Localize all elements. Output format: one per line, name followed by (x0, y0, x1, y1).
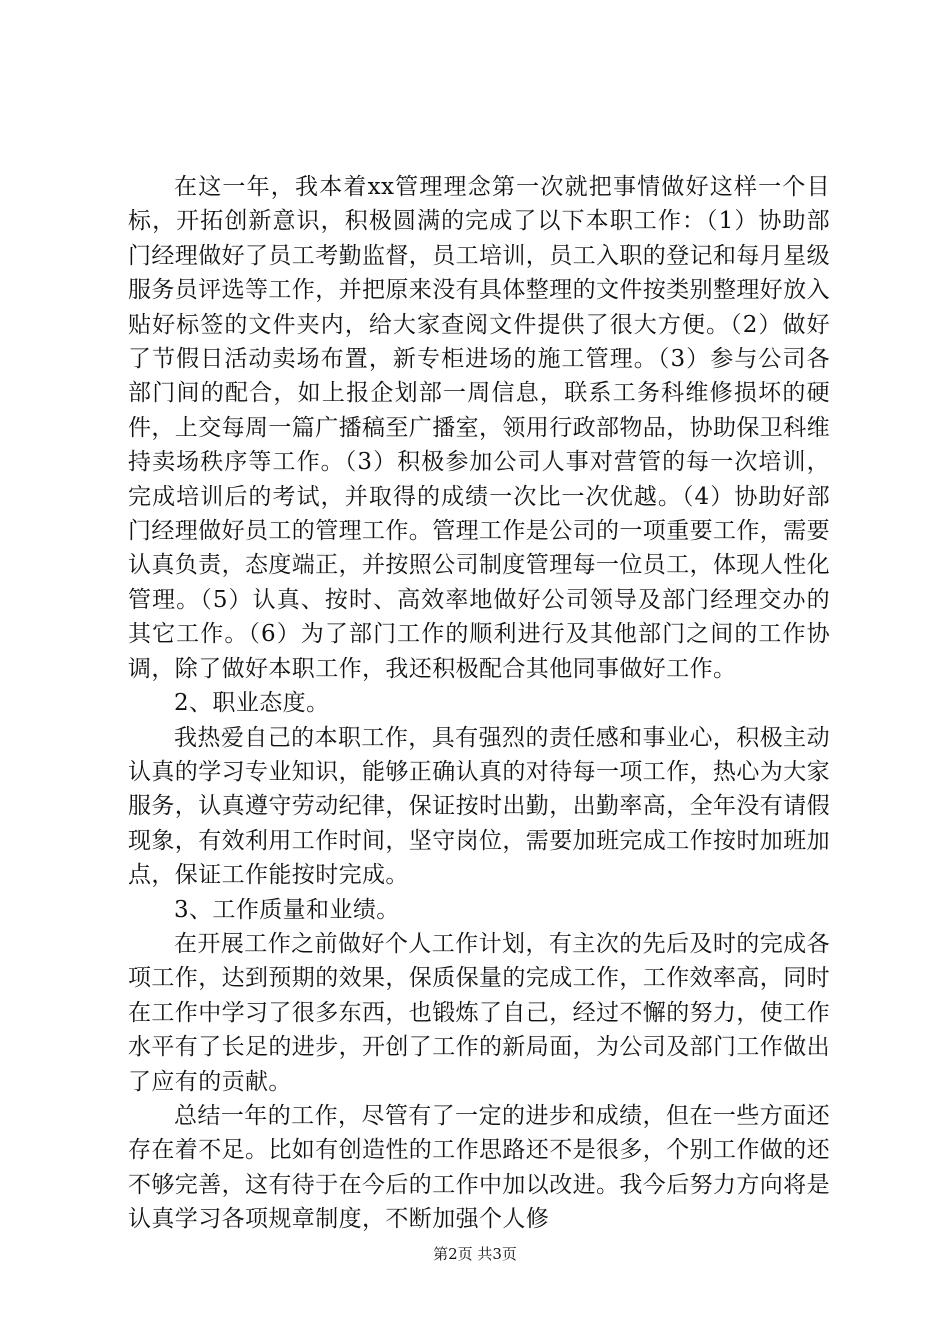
paragraph-summary: 总结一年的工作，尽管有了一定的进步和成绩，但在一些方面还存在着不足。比如有创造性的工作思路还不是很多，个别工作做的还不够完善，这有待于在今后的工作中加以改进。我今后努力方向将是认真学习各项规章制度，不断加强个人修 (128, 1102, 830, 1233)
page-number-footer: 第2页 共3页 (433, 1245, 517, 1263)
document-body (128, 170, 830, 1237)
heading-professional-attitude: 2、职业态度。 (174, 690, 330, 717)
heading-work-quality: 3、工作质量和业绩。 (174, 896, 400, 923)
paragraph-attitude: 我热爱自己的本职工作，具有强烈的责任感和事业心，积极主动认真的学习专业知识，能够正确认真的对待每一项工作，热心为大家服务，认真遵守劳动纪律，保证按时出勤，出勤率高，全年没有请假现象，有效利用工作时间，坚守岗位，需要加班完成工作按时加班加点，保证工作能按时完成。 (128, 724, 830, 889)
paragraph-quality: 在开展工作之前做好个人工作计划，有主次的先后及时的完成各项工作，达到预期的效果，保质保量的完成工作，工作效率高，同时在工作中学习了很多东西，也锻炼了自己，经过不懈的努力，使工作水平有了长足的进步，开创了工作的新局面，为公司及部门工作做出了应有的贡献。 (128, 930, 830, 1095)
paragraph-duties: 在这一年，我本着xx管理理念第一次就把事情做好这样一个目标，开拓创新意识，积极圆满的完成了以下本职工作：（1）协助部门经理做好了员工考勤监督，员工培训，员工入职的登记和每月星级服务员评选等工作，并把原来没有具体整理的文件按类别整理好放入贴好标签的文件夹内，给大家查阅文件提供了很大方便。（2）做好了节假日活动卖场布置，新专柜进场的施工管理。（3）参与公司各部门间的配合，如上报企划部一周信息，联系工务科维修损坏的硬件，上交每周一篇广播稿至广播室，领用行政部物品，协助保卫科维持卖场秩序等工作。（3）积极参加公司人事对营管的每一次培训，完成培训后的考试，并取得的成绩一次比一次优越。（4）协助好部门经理做好员工的管理工作。管理工作是公司的一项重要工作，需要认真负责，态度端正，并按照公司制度管理每一位员工，体现人性化管理。（5）认真、按时、高效率地做好公司领导及部门经理交办的其它工作。（6）为了部门工作的顺利进行及其他部门之间的工作协调，除了做好本职工作，我还积极配合其他同事做好工作。 (128, 174, 830, 682)
